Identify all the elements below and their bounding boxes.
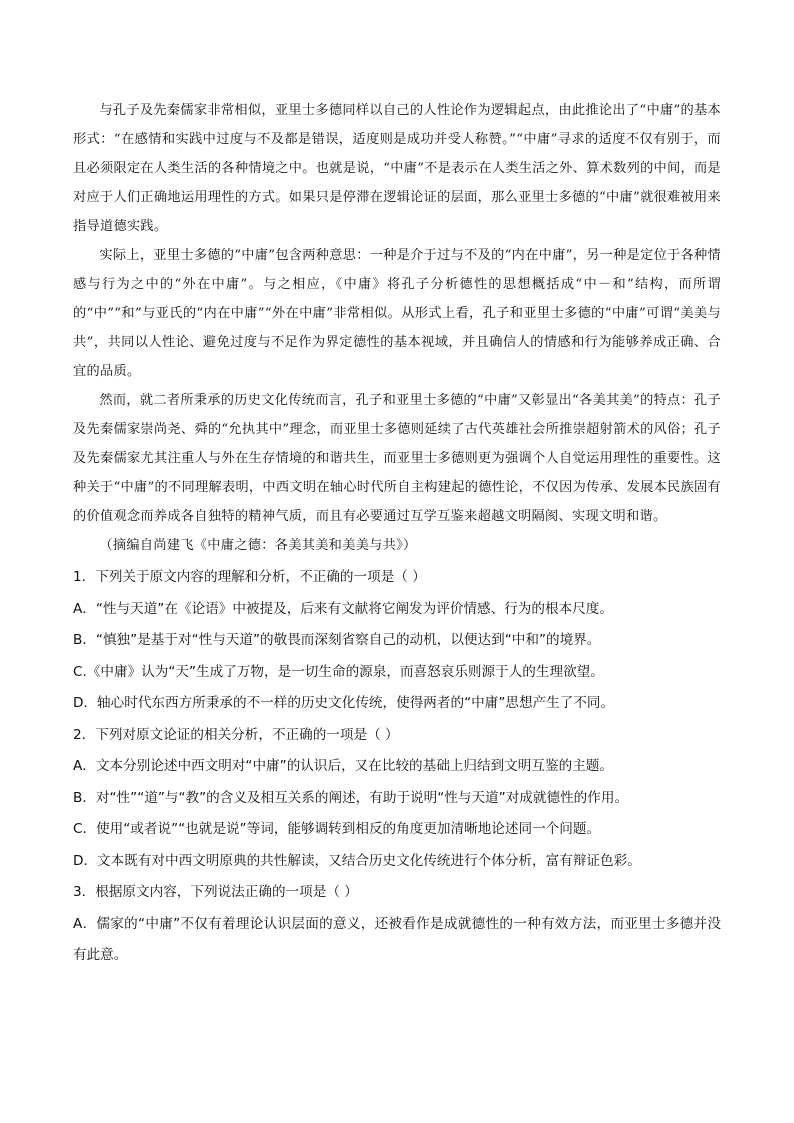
- passage-paragraph-3: 然而，就二者所秉承的历史文化传统而言，孔子和亚里士多德的“中庸”又彰显出“各美其美”的特点：孔子及先秦儒家崇尚尧、舜的“允执其中”理念，而亚里士多德则延续了古代英雄社会所推崇超射箭术的风俗；孔子及先秦儒家尤其注重人与外在生存情境的和谐共生，而亚里士多德则更为强调个人自觉运用理性的重要性。这种关于“中庸”的不同理解表明，中西文明在轴心时代所自主构建起的德性论，不仅因为传承、发展本民族固有的价值观念而养成各自独特的精神气质，而且有必要通过互学互鉴来超越文明隔阂、实现文明和谐。: [73, 393, 722, 524]
- passage-paragraph-1: 与孔子及先秦儒家非常相似，亚里士多德同样以自己的人性论作为逻辑起点，由此推论出了“中庸”的基本形式：“在感情和实践中过度与不及都是错误，适度则是成功并受人称赞。”“中庸”寻求的适度不仅有别于，而且必须限定在人类生活的各种情境之中。也就是说，“中庸”不是表示在人类生活之外、算术数列的中间，而是对应于人们正确地运用理性的方式。如果只是停滞在逻辑论证的层面，那么亚里士多德的“中庸”就很难被用来指导道德实践。: [73, 103, 721, 234]
- option-c: C．使用“或者说”“也就是说”等词，能够调转到相反的角度更加清晰地论述同一个问题。: [73, 821, 601, 837]
- question-2: [73, 720, 721, 878]
- passage-source: （摘编自尚建飞《中庸之德：各美其美和美美与共》）: [99, 538, 417, 553]
- option-a: A．文本分别论述中西文明对“中庸”的认识后，又在比较的基础上归结到文明互鉴的主题。: [73, 758, 613, 774]
- option-c: C.《中庸》认为“天”生成了万物，是一切生命的源泉，而喜怒哀乐则源于人的生理欲望。: [73, 663, 604, 680]
- option-a: A．儒家的“中庸”不仅有着理论认识层面的意义，还被看作是成就德性的一种有效方法，而亚里士多德并没有此意。: [73, 915, 721, 963]
- question-stem: 2．下列对原文论证的相关分析，不正确的一项是（ ）: [73, 726, 399, 743]
- passage-paragraph-2: 实际上，亚里士多德的“中庸”包含两种意思：一种是介于过与不及的“内在中庸”，另一种是定位于各种情感与行为之中的“外在中庸”。与之相应，《中庸》将孔子分析德性的思想概括成“中－和”结构，而所谓的“中”“和”与亚氏的“内在中庸”“外在中庸”非常相似。从形式上看，孔子和亚里士多德的“中庸”可谓“美美与共”，共同以人性论、避免过度与不足作为界定德性的基本视域，并且确信人的情感和行为能够养成正确、合宜的品质。: [73, 248, 722, 379]
- option-d: D．文本既有对中西文明原典的共性解读，又结合历史文化传统进行个体分析，富有辩证色彩。: [73, 852, 641, 869]
- question-stem: 3．根据原文内容，下列说法正确的一项是（ ）: [73, 884, 358, 900]
- option-a: A．“性与天道”在《论语》中被提及，后来有文献将它阐发为评价情感、行为的根本尺度。: [73, 600, 613, 617]
- question-1: [73, 562, 721, 720]
- option-b: B．“慎独”是基于对“性与天道”的敬畏而深刻省察自己的动机，以便达到“中和”的境界。: [73, 632, 601, 648]
- question-stem: 1．下列关于原文内容的理解和分析，不正确的一项是（ ）: [73, 569, 426, 585]
- question-3: [73, 877, 721, 972]
- option-d: D．轴心时代东西方所秉承的不一样的历史文化传统，使得两者的“中庸”思想产生了不同。: [73, 695, 615, 711]
- question-list: [73, 562, 721, 972]
- document-page: [73, 96, 721, 972]
- option-b: B．对“性”“道”与“教”的含义及相互关系的阐述，有助于说明“性与天道”对成就德性的作用。: [73, 789, 629, 806]
- reading-passage: [73, 96, 721, 560]
